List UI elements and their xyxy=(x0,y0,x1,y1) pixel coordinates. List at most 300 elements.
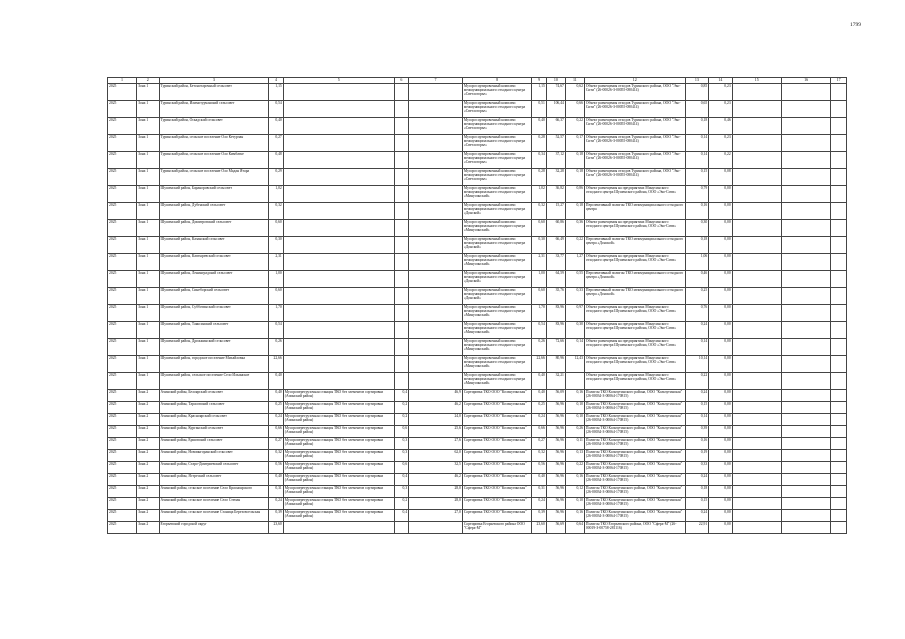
table-cell: 27,0 xyxy=(409,510,463,522)
table-cell: Туринский район, сельское поселение Оло Кетурчан xyxy=(159,135,269,152)
table-cell: 0,16 xyxy=(565,390,584,402)
table-cell: 0,79 xyxy=(685,186,709,203)
table-cell: 46,2 xyxy=(409,402,463,414)
table-cell: Сортировка ТКО ООО "Кольчугинская" xyxy=(462,498,531,510)
table-cell: 0,25 xyxy=(685,288,709,305)
table-cell xyxy=(732,498,781,510)
table-cell xyxy=(781,390,830,402)
table-cell: 0,00 xyxy=(709,186,733,203)
table-cell: 1,15 xyxy=(269,84,284,101)
table-cell: 0,66 xyxy=(532,426,547,438)
table-cell: Мусороперегрузочная станция ТКО без элементов сортировки (Ачинский район) xyxy=(283,402,394,414)
table-cell: Полигон ТКО Кольчугинского района, ООО "Кольчугинская" (26-00034-З-00064-170815) xyxy=(584,450,685,462)
table-cell: Мусороперегрузочная станция ТКО без элементов сортировки (Ачинский район) xyxy=(283,438,394,450)
table-cell: 60,86 xyxy=(546,220,565,237)
table-cell: 0,00 xyxy=(709,474,733,486)
table-row xyxy=(108,462,847,474)
table-row xyxy=(108,101,847,118)
table-cell xyxy=(283,237,394,254)
table-cell: 0,30 xyxy=(532,237,547,254)
table-cell xyxy=(781,426,830,438)
table-cell: 0,31 xyxy=(532,486,547,498)
table-cell xyxy=(283,118,394,135)
table-cell: 2025 xyxy=(108,254,137,271)
table-cell: Мусоросортировочный комплекс межмуниципального отходного центра «Светлогорье» xyxy=(462,84,531,101)
table-cell xyxy=(781,522,830,534)
table-cell: 0,39 xyxy=(269,510,284,522)
table-cell: 1,70 xyxy=(269,305,284,322)
table-cell: 74,67 xyxy=(546,84,565,101)
table-cell: 0,24 xyxy=(269,414,284,426)
table-row xyxy=(108,288,847,305)
table-cell: 0,31 xyxy=(269,486,284,498)
table-cell: Полигон ТКО Кольчугинского района, ООО "Кольчугинская" (26-00034-З-00064-170815) xyxy=(584,438,685,450)
table-cell: 46,2 xyxy=(409,474,463,486)
table-cell: 0,40 xyxy=(269,373,284,390)
table-cell: 0,39 xyxy=(532,510,547,522)
table-cell: 0,66 xyxy=(269,426,284,438)
table-cell: 0,26 xyxy=(565,426,584,438)
table-cell xyxy=(781,186,830,203)
table-cell: 0,40 xyxy=(532,118,547,135)
table-cell xyxy=(732,305,781,322)
table-cell: 0,00 xyxy=(709,220,733,237)
table-cell: Мусоросортировочный комплекс межмуниципального отходного центра «Минусинский» xyxy=(462,186,531,203)
table-cell: Ачинский район, Ястреский сельсовет xyxy=(159,474,269,486)
table-cell: Сортировка ТКО ООО "Кольчугинская" xyxy=(462,438,531,450)
table-cell: 2025 xyxy=(108,462,137,474)
table-cell xyxy=(781,414,830,426)
table-cell xyxy=(283,84,394,101)
table-cell xyxy=(781,339,830,356)
table-cell: Объект размещения на предприятиях Минусинского отходного центра Шушенского района, ООО «Эко-Сити» xyxy=(584,220,685,237)
table-cell: 0,00 xyxy=(709,450,733,462)
table-cell xyxy=(732,438,781,450)
table-cell: 0,3 xyxy=(394,450,409,462)
table-cell xyxy=(781,486,830,498)
table-cell xyxy=(831,118,847,135)
column-header: 10 xyxy=(546,78,565,84)
table-cell: Зона 2 xyxy=(137,426,159,438)
column-header: 15 xyxy=(732,78,781,84)
table-cell: 0,54 xyxy=(532,322,547,339)
table-cell xyxy=(781,402,830,414)
table-cell: 2025 xyxy=(108,169,137,186)
table-cell: Полигон ТКО Кольчугинского района, ООО "Кольчугинская" (26-00034-З-00064-170815) xyxy=(584,462,685,474)
table-cell xyxy=(732,339,781,356)
table-cell: 0,56 xyxy=(269,462,284,474)
table-cell xyxy=(831,426,847,438)
table-cell: 0,62 xyxy=(565,84,584,101)
table-cell xyxy=(732,118,781,135)
table-cell: Туринский район, сельское поселение Оло Кимбатке xyxy=(159,152,269,169)
table-cell: 0,39 xyxy=(685,426,709,438)
table-cell xyxy=(831,101,847,118)
table-cell: 0,30 xyxy=(685,220,709,237)
table-cell: Зона 1 xyxy=(137,305,159,322)
table-cell: 0,00 xyxy=(709,426,733,438)
table-cell: 0,33 xyxy=(565,288,584,305)
table-cell: 0,85 xyxy=(685,84,709,101)
table-cell: Ачинский район, Белоярский сельсовет xyxy=(159,390,269,402)
table-cell xyxy=(732,203,781,220)
table-cell: 2,31 xyxy=(532,254,547,271)
table-row xyxy=(108,373,847,390)
table-cell xyxy=(409,356,463,373)
table-cell: 0,30 xyxy=(565,322,584,339)
table-row xyxy=(108,135,847,152)
table-cell: 0,15 xyxy=(685,169,709,186)
table-row xyxy=(108,414,847,426)
table-cell: 52,57 xyxy=(546,135,565,152)
table-cell: 28,0 xyxy=(409,486,463,498)
table-cell xyxy=(394,237,409,254)
table-row xyxy=(108,237,847,254)
table-cell: Ачинский район, Ершовский сельсовет xyxy=(159,438,269,450)
table-cell: 2025 xyxy=(108,498,137,510)
table-cell: 0,24 xyxy=(685,474,709,486)
table-cell: 0,18 xyxy=(565,169,584,186)
table-cell: 23,60 xyxy=(532,522,547,534)
table-cell: Объект размещения на предприятиях Минусинского отходного центра Шушенского района, ООО «Эко-Сити» xyxy=(584,356,685,373)
table-cell: Зона 2 xyxy=(137,462,159,474)
table-cell xyxy=(781,135,830,152)
table-cell: 2025 xyxy=(108,522,137,534)
table-cell: Шушенский район, Казанский сельсовет xyxy=(159,237,269,254)
table-cell: 2,31 xyxy=(269,254,284,271)
column-header: 9 xyxy=(532,78,547,84)
table-row xyxy=(108,220,847,237)
table-row xyxy=(108,510,847,522)
table-cell: Мусоросортировочный комплекс межмуниципального отходного центра «Светлогорье» xyxy=(462,152,531,169)
table-cell: 0,26 xyxy=(269,339,284,356)
column-header: 11 xyxy=(565,78,584,84)
table-cell: Зона 1 xyxy=(137,203,159,220)
table-cell: 0,23 xyxy=(709,135,733,152)
table-cell xyxy=(831,522,847,534)
table-cell: Шушенский район, Ленинградский сельсовет xyxy=(159,271,269,288)
table-cell: 0,19 xyxy=(685,450,709,462)
table-cell: 0,55 xyxy=(565,271,584,288)
table-cell: 0,26 xyxy=(532,339,547,356)
table-cell: Туринский район, сельское поселение Оло Мадан Ятара xyxy=(159,169,269,186)
table-cell xyxy=(732,186,781,203)
table-cell: Объект размещения отходов Туринского района, ООО "Эко-Сити" (26-00026-З-00055-080414) xyxy=(584,135,685,152)
table-row xyxy=(108,203,847,220)
table-cell xyxy=(409,169,463,186)
table-cell: Сортировка ТКО ООО "Кольчугинская" xyxy=(462,426,531,438)
table-cell xyxy=(831,356,847,373)
table-cell: Сортировка ТКО ООО "Кольчугинская" xyxy=(462,474,531,486)
table-cell: Полигон ТКО Кольчугинского района, ООО "Кольчугинская" (26-00034-З-00064-170815) xyxy=(584,390,685,402)
table-cell: 0,22 xyxy=(565,118,584,135)
table-cell: Мусоросортировочный комплекс межмуниципального отходного центра «Минусинский» xyxy=(462,322,531,339)
column-header: 7 xyxy=(409,78,463,84)
table-cell: Мусороперегрузочная станция ТКО без элементов сортировки (Ачинский район) xyxy=(283,474,394,486)
table-cell: Сортировка ТКО ООО "Кольчугинская" xyxy=(462,486,531,498)
table-cell: 0,00 xyxy=(709,254,733,271)
table-cell xyxy=(732,84,781,101)
table-cell xyxy=(781,498,830,510)
table-cell xyxy=(409,135,463,152)
table-cell: 2025 xyxy=(108,474,137,486)
table-cell xyxy=(781,510,830,522)
table-cell: Сортировка ТКО ООО "Кольчугинская" xyxy=(462,462,531,474)
table-cell xyxy=(409,152,463,169)
table-cell xyxy=(831,203,847,220)
column-header: 6 xyxy=(394,78,409,84)
table-cell: 0,28 xyxy=(532,135,547,152)
table-row xyxy=(108,169,847,186)
table-cell: 33,77 xyxy=(546,254,565,271)
table-cell xyxy=(409,288,463,305)
table-row xyxy=(108,356,847,373)
table-cell: Объект размещения на предприятиях Минусинского отходного центра Шушенского района, ООО «Эко-Сити» xyxy=(584,373,685,390)
table-cell: 0,54 xyxy=(269,322,284,339)
table-cell: 106,44 xyxy=(546,101,565,118)
table-cell xyxy=(283,288,394,305)
table-cell: 0,28 xyxy=(532,169,547,186)
table-cell xyxy=(732,450,781,462)
table-cell: Зона 2 xyxy=(137,450,159,462)
table-cell: Зона 2 xyxy=(137,486,159,498)
table-cell: Полигон ТКО Кольчугинского района, ООО "Кольчугинская" (26-00034-З-00064-170815) xyxy=(584,426,685,438)
table-row xyxy=(108,390,847,402)
table-cell: Туринский район, Оскадский сельсовет xyxy=(159,118,269,135)
table-cell xyxy=(732,510,781,522)
table-cell: Перспективный полигон ТКО межмуниципального отходного центра xyxy=(584,203,685,220)
table-cell: 0,46 xyxy=(685,271,709,288)
table-cell: Зона 1 xyxy=(137,356,159,373)
table-row xyxy=(108,152,847,169)
table-cell: 28,0 xyxy=(409,498,463,510)
table-cell xyxy=(831,498,847,510)
table-cell: Полигон ТКО Кольчугинского района, ООО "Кольчугинская" (26-00034-З-00064-170815) xyxy=(584,414,685,426)
table-row xyxy=(108,498,847,510)
column-header: 1 xyxy=(108,78,137,84)
table-cell xyxy=(781,288,830,305)
table-cell: 0,18 xyxy=(685,237,709,254)
column-header: 12 xyxy=(584,78,685,84)
table-cell xyxy=(409,84,463,101)
table-cell xyxy=(781,169,830,186)
table-cell: 2025 xyxy=(108,101,137,118)
table-cell xyxy=(409,271,463,288)
data-table xyxy=(107,77,847,534)
table-cell xyxy=(732,288,781,305)
table-row xyxy=(108,474,847,486)
table-cell: 0,65 xyxy=(685,101,709,118)
table-cell xyxy=(781,152,830,169)
table-cell xyxy=(283,339,394,356)
table-row xyxy=(108,305,847,322)
table-row xyxy=(108,322,847,339)
table-cell xyxy=(732,271,781,288)
table-cell: 0,6 xyxy=(394,426,409,438)
table-cell xyxy=(394,522,409,534)
table-cell: 0,13 xyxy=(565,450,584,462)
table-cell xyxy=(831,373,847,390)
table-cell: 56,96 xyxy=(546,426,565,438)
table-cell: 80,96 xyxy=(546,356,565,373)
table-cell: 0,27 xyxy=(269,135,284,152)
table-cell: Мусоросортировочный комплекс межмуниципального отходного центра «Минусинский» xyxy=(462,220,531,237)
table-cell: 0,18 xyxy=(565,152,584,169)
table-cell xyxy=(394,186,409,203)
table-cell: 12,43 xyxy=(565,356,584,373)
table-cell: 0,14 xyxy=(685,135,709,152)
table-cell: 0,4 xyxy=(394,474,409,486)
table-cell: Мусороперегрузочная станция ТКО без элементов сортировки (Ачинский район) xyxy=(283,450,394,462)
table-cell xyxy=(394,339,409,356)
column-header: 14 xyxy=(709,78,733,84)
table-cell: 0,27 xyxy=(269,438,284,450)
table-cell xyxy=(781,373,830,390)
table-row xyxy=(108,84,847,101)
table-cell: Мусоросортировочный комплекс межмуниципального отходного центра «Донской» xyxy=(462,237,531,254)
table-cell xyxy=(283,271,394,288)
table-cell: Объект размещения на предприятиях Минусинского отходного центра Шушенского района, ООО «Эко-Сити» xyxy=(584,305,685,322)
table-cell: Шушенский район, Дубенский сельсовет xyxy=(159,203,269,220)
table-cell xyxy=(732,486,781,498)
table-cell: Зона 1 xyxy=(137,322,159,339)
table-cell xyxy=(781,462,830,474)
table-cell xyxy=(283,254,394,271)
table-cell: 0,40 xyxy=(532,390,547,402)
table-cell: Перспективный полигон ТКО межмуниципального отходного центра «Донской» xyxy=(584,288,685,305)
table-cell xyxy=(732,322,781,339)
table-cell: 0,40 xyxy=(269,474,284,486)
table-cell: Зона 1 xyxy=(137,101,159,118)
table-cell: Зона 1 xyxy=(137,339,159,356)
table-cell: 0,00 xyxy=(709,373,733,390)
table-cell: 0,6 xyxy=(394,462,409,474)
table-cell xyxy=(283,101,394,118)
table-cell xyxy=(409,203,463,220)
table-cell: 0,60 xyxy=(269,220,284,237)
table-cell: 2025 xyxy=(108,426,137,438)
table-cell: Полигон ТКО Кольчугинского района, ООО "Кольчугинская" (26-00034-З-00064-170815) xyxy=(584,402,685,414)
table-cell: Ачинский район, сельское поселение Станица Березовсельская xyxy=(159,510,269,522)
table-cell xyxy=(394,322,409,339)
table-cell: 2025 xyxy=(108,414,137,426)
table-cell: Мусоросортировочный комплекс межмуниципального отходного центра «Минусинский» xyxy=(462,339,531,356)
table-cell xyxy=(831,438,847,450)
table-cell: 2025 xyxy=(108,152,137,169)
table-cell: Ачинский район, Тарасовский сельсовет xyxy=(159,402,269,414)
table-cell: Зона 1 xyxy=(137,237,159,254)
table-cell: Шушенский район, городское поселение Михайловка xyxy=(159,356,269,373)
table-cell xyxy=(831,322,847,339)
table-cell xyxy=(409,220,463,237)
table-row xyxy=(108,438,847,450)
table-cell: 2025 xyxy=(108,322,137,339)
table-cell: Зона 1 xyxy=(137,271,159,288)
table-cell xyxy=(394,84,409,101)
table-cell xyxy=(394,118,409,135)
table-cell: 66,37 xyxy=(546,118,565,135)
table-cell xyxy=(831,305,847,322)
table-cell xyxy=(781,237,830,254)
table-cell xyxy=(831,486,847,498)
table-cell xyxy=(831,152,847,169)
table-cell: 0,16 xyxy=(685,438,709,450)
table-cell: 0,54 xyxy=(269,101,284,118)
table-cell xyxy=(394,203,409,220)
table-cell xyxy=(831,339,847,356)
table-cell: Шушенский район, Каптыревский сельсовет xyxy=(159,254,269,271)
table-cell: 22,66 xyxy=(532,356,547,373)
table-cell: 0,32 xyxy=(269,450,284,462)
table-cell: 0,46 xyxy=(709,118,733,135)
table-cell: 0,00 xyxy=(709,486,733,498)
table-cell: 15,27 xyxy=(546,203,565,220)
table-cell: 0,3 xyxy=(394,438,409,450)
table-cell: 0,27 xyxy=(532,438,547,450)
table-cell xyxy=(283,356,394,373)
table-row xyxy=(108,339,847,356)
table-cell: Зона 2 xyxy=(137,402,159,414)
table-cell: 0,40 xyxy=(532,474,547,486)
table-cell: 0,24 xyxy=(532,414,547,426)
table-cell: Объект размещения отходов Туринского района, ООО "Эко-Сити" (26-00026-З-00055-080414) xyxy=(584,169,685,186)
table-cell: 0,17 xyxy=(565,135,584,152)
table-cell xyxy=(831,390,847,402)
table-cell: 0,12 xyxy=(565,486,584,498)
table-cell xyxy=(781,474,830,486)
table-cell: 2025 xyxy=(108,135,137,152)
table-cell: 25,6 xyxy=(409,426,463,438)
table-cell xyxy=(732,254,781,271)
table-cell: Зона 2 xyxy=(137,510,159,522)
table-cell: Объект размещения на предприятиях Минусинского отходного центра Шушенского района, ООО «Эко-Сити» xyxy=(584,339,685,356)
table-cell: 1,15 xyxy=(532,84,547,101)
table-cell xyxy=(409,339,463,356)
table-cell: 2025 xyxy=(108,186,137,203)
table-cell: 0,00 xyxy=(709,237,733,254)
table-row xyxy=(108,486,847,498)
table-cell: 0,00 xyxy=(709,462,733,474)
table-cell: 35,76 xyxy=(546,288,565,305)
table-cell: 0,40 xyxy=(269,390,284,402)
table-cell: 37,12 xyxy=(546,152,565,169)
table-cell: 0,64 xyxy=(565,522,584,534)
table-cell: 56,69 xyxy=(546,522,565,534)
table-cell: 0,4 xyxy=(394,390,409,402)
table-cell: Зона 1 xyxy=(137,152,159,169)
table-cell xyxy=(409,254,463,271)
table-cell: 0,32 xyxy=(532,203,547,220)
table-cell: Объект размещения отходов Туринского района, ООО "Эко-Сити" (26-00026-З-00055-080414) xyxy=(584,118,685,135)
table-cell: 0,14 xyxy=(685,339,709,356)
table-cell: 2025 xyxy=(108,84,137,101)
table-cell xyxy=(781,220,830,237)
table-cell: 0,29 xyxy=(269,169,284,186)
table-cell: Мусороперегрузочная станция ТКО без элементов сортировки (Ачинский район) xyxy=(283,414,394,426)
table-cell: 0,18 xyxy=(685,486,709,498)
table-cell: 0,32 xyxy=(269,203,284,220)
table-cell: 0,2 xyxy=(394,414,409,426)
table-cell: 56,96 xyxy=(546,486,565,498)
table-cell: 0,76 xyxy=(685,305,709,322)
table-cell: Перспективный полигон ТКО межмуниципального отходного центра «Донской» xyxy=(584,237,685,254)
column-header: 17 xyxy=(831,78,847,84)
table-cell: Мусоросортировочный комплекс межмуниципального отходного центра «Минусинский» xyxy=(462,305,531,322)
table-row xyxy=(108,118,847,135)
table-cell: Мусороперегрузочная станция ТКО без элементов сортировки (Ачинский район) xyxy=(283,510,394,522)
table-cell: Мусоросортировочный комплекс межмуниципального отходного центра «Донской» xyxy=(462,203,531,220)
table-row xyxy=(108,271,847,288)
